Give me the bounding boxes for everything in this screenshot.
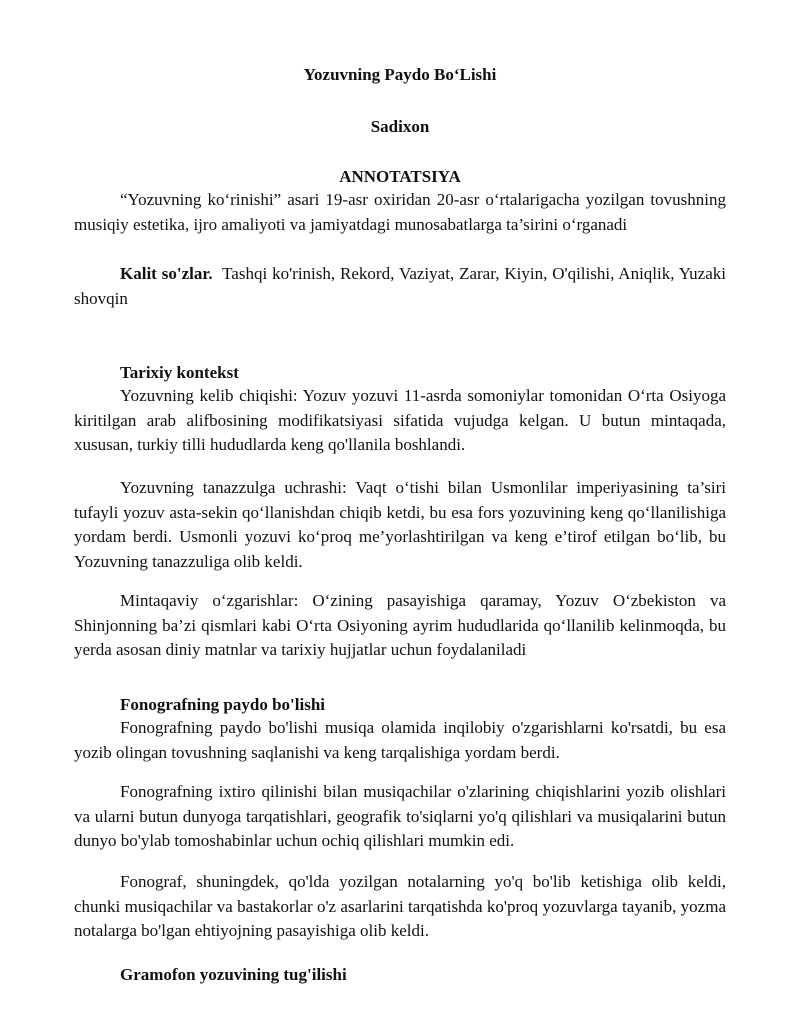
document-author: Sadixon	[370, 117, 430, 136]
annotation-heading: ANNOTATSIYA	[339, 167, 461, 186]
keywords-text: Tashqi ko'rinish, Rekord, Vaziyat, Zarar, Kiyin, O'qilishi, Aniqlik, Yuzaki shovqin	[74, 264, 726, 308]
section-paragraph: Mintaqaviy o‘zgarishlar: O‘zining pasayishiga qaramay, Yozuv O‘zbekiston va Shinjonning ba’zi qismlari kabi O‘rta Osiyoning ayrim hududlarida qo‘llanilib kelinmoqda, bu yerda asosan diniy matnlar va tarixiy hujjatlar uchun foydalaniladi	[74, 591, 726, 659]
section-paragraph: Fonografning ixtiro qilinishi bilan musiqachilar o'zlarining chiqishlarini yozib olishlari va ularni butun dunyoga tarqatishlari, geografik to'siqlarni yo'q qilishlari va musiqalarini butun dunyo bo'ylab tomoshabinlar uchun ochiq qilishlari mumkin edi.	[74, 782, 726, 850]
annotation-text: “Yozuvning ko‘rinishi” asari 19-asr oxiridan 20-asr o‘rtalarigacha yozilgan tovushning musiqiy estetika, ijro amaliyoti va jamiyatdagi munosabatlarga ta’sirini o‘rganadi	[74, 190, 726, 234]
section-paragraph: Fonograf, shuningdek, qo'lda yozilgan notalarning yo'q bo'lib ketishiga olib keldi, chunki musiqachilar va bastakorlar o'z asarlarini tarqatishda ko'proq yozuvlarga tayanib, yozma notalarga bo'lgan ehtiyojning pasayishiga olib keldi.	[74, 872, 726, 940]
document-title: Yozuvning Paydo Bo‘Lishi	[303, 65, 497, 84]
section-heading-tarixiy-kontekst: Tarixiy kontekst	[120, 363, 239, 382]
section-paragraph: Yozuvning tanazzulga uchrashi: Vaqt o‘tishi bilan Usmonlilar imperiyasining ta’siri tufayli yozuv asta-sekin qo‘llanishdan chiqib ketdi, bu esa fors yozuvining keng qo‘llanilishiga yordam berdi. Usmonli yozuvi ko‘proq me’yorlashtirilgan va keng e’tirof etilgan bo‘lib, bu Yozuvning tanazzuliga olib keldi.	[74, 478, 726, 571]
section-heading-fonografning-paydo-bolishi: Fonografning paydo bo'lishi	[120, 695, 326, 714]
section-paragraph: Yozuvning kelib chiqishi: Yozuv yozuvi 11-asrda somoniylar tomonidan O‘rta Osiyoga kiritilgan arab alifbosining modifikatsiyasi sifatida vujudga kelgan. U butun mintaqada, xususan, turkiy tilli hududlarda keng qo'llanila boshlandi.	[74, 386, 726, 454]
section-heading-gramofon-yozuvining-tugilishi: Gramofon yozuvining tug'ilishi	[120, 965, 347, 984]
keywords-label: Kalit so'zlar.	[120, 264, 213, 283]
keywords-paragraph	[74, 262, 726, 311]
section-paragraph: Fonografning paydo bo'lishi musiqa olamida inqilobiy o'zgarishlarni ko'rsatdi, bu esa yozib olingan tovushning saqlanishi va keng tarqalishiga yordam berdi.	[74, 718, 726, 762]
